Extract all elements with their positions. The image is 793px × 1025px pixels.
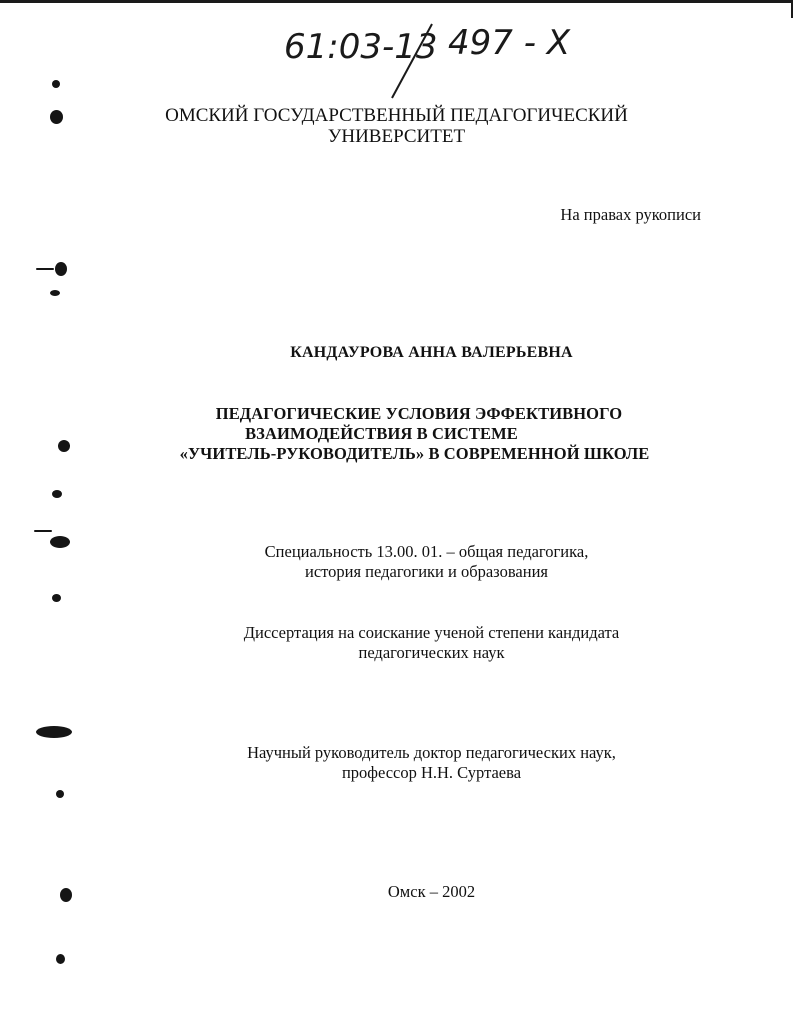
dissertation-degree (35, 623, 793, 663)
handwritten-number-left: 61:03-13 (284, 27, 438, 67)
title-line-3: «УЧИТЕЛЬ-РУКОВОДИТЕЛЬ» В СОВРЕМЕННОЙ ШКОЛЕ (179, 444, 650, 463)
dissertation-title (0, 404, 793, 464)
city-year: Омск – 2002 (387, 882, 476, 901)
binding-hole-mark (56, 954, 65, 964)
binding-hole-mark (36, 726, 72, 738)
binding-hole-mark (52, 490, 62, 498)
binding-hole-mark (36, 268, 54, 270)
binding-hole-mark (52, 594, 61, 602)
dissertation-line-2: педагогических наук (358, 643, 505, 662)
title-line-2: ВЗАИМОДЕЙСТВИЯ В СИСТЕМЕ (245, 424, 518, 443)
supervisor (35, 743, 793, 783)
supervisor-line-1: Научный руководитель доктор педагогических наук, (247, 743, 616, 762)
specialty-line-2: история педагогики и образования (304, 562, 548, 581)
university-line-2: УНИВЕРСИТЕТ (327, 126, 466, 147)
specialty-line-1: Специальность 13.00. 01. – общая педагогика, (264, 542, 589, 561)
university-name (0, 105, 793, 147)
specialty (30, 542, 793, 582)
binding-hole-mark (50, 290, 60, 296)
binding-hole-mark (55, 262, 67, 276)
binding-hole-mark (52, 80, 60, 88)
author-name: КАНДАУРОВА АННА ВАЛЕРЬЕВНА (290, 344, 573, 361)
rights-note: На правах рукописи (560, 205, 701, 224)
title-line-1: ПЕДАГОГИЧЕСКИЕ УСЛОВИЯ ЭФФЕКТИВНОГО (215, 404, 623, 423)
binding-hole-mark (34, 530, 52, 532)
university-line-1: ОМСКИЙ ГОСУДАРСТВЕННЫЙ ПЕДАГОГИЧЕСКИЙ (165, 105, 628, 126)
binding-hole-mark (56, 790, 64, 798)
scan-top-edge (0, 0, 793, 3)
supervisor-line-2: профессор Н.Н. Суртаева (341, 763, 522, 782)
handwritten-number-right: 497 - X (448, 23, 571, 63)
handwritten-archive-number (280, 18, 580, 100)
dissertation-line-1: Диссертация на соискание ученой степени кандидата (243, 623, 620, 642)
